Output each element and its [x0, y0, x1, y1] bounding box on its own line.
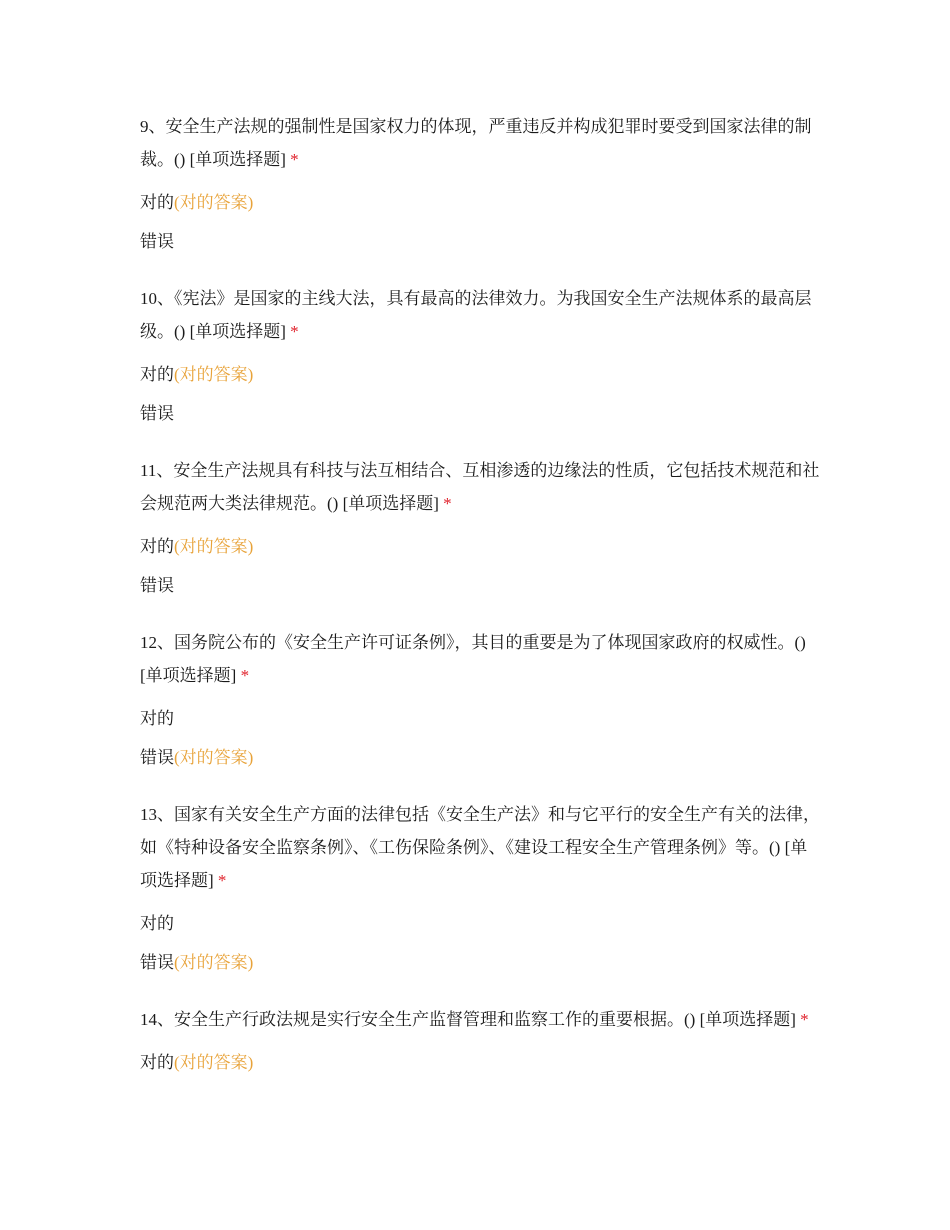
- correct-answer-note: (对的答案): [174, 193, 254, 212]
- required-mark: *: [443, 494, 452, 513]
- correct-answer-note: (对的答案): [174, 1053, 254, 1072]
- question-text: 11、安全生产法规具有科技与法互相结合、互相渗透的边缘法的性质，它包括技术规范和社会规范两大类法律规范。() [单项选择题] *: [140, 461, 820, 513]
- question-12: [140, 626, 820, 770]
- option-true[interactable]: 对的(对的答案): [140, 1053, 254, 1072]
- option-true[interactable]: 对的(对的答案): [140, 365, 254, 384]
- option-false[interactable]: 错误(对的答案): [140, 953, 254, 972]
- required-mark: *: [290, 322, 299, 341]
- option-true[interactable]: 对的(对的答案): [140, 537, 254, 556]
- option-false[interactable]: 错误(对的答案): [140, 748, 254, 767]
- question-13: [140, 798, 820, 975]
- question-11: [140, 454, 820, 598]
- question-text: 12、国务院公布的《安全生产许可证条例》，其目的重要是为了体现国家政府的权威性。() [单项选择题] *: [140, 633, 806, 685]
- question-list: [140, 110, 820, 1075]
- question-text: 13、国家有关安全生产方面的法律包括《安全生产法》和与它平行的安全生产有关的法律，如《特种设备安全监察条例》、《工伤保险条例》、《建设工程安全生产管理条例》等。() [单项选择题] *: [140, 805, 820, 890]
- question-14: [140, 1003, 820, 1075]
- question-10: [140, 282, 820, 426]
- required-mark: *: [240, 666, 250, 685]
- correct-answer-note: (对的答案): [174, 748, 254, 767]
- required-mark: *: [290, 150, 299, 169]
- question-text: 10、《宪法》是国家的主线大法，具有最高的法律效力。为我国安全生产法规体系的最高层级。() [单项选择题] *: [140, 289, 812, 341]
- option-false[interactable]: 错误: [140, 404, 174, 423]
- option-true[interactable]: 对的: [140, 709, 174, 728]
- option-false[interactable]: 错误: [140, 576, 174, 595]
- question-9: [140, 110, 820, 254]
- question-text: 14、安全生产行政法规是实行安全生产监督管理和监察工作的重要根据。() [单项选择题] *: [140, 1010, 809, 1029]
- question-text: 9、安全生产法规的强制性是国家权力的体现，严重违反并构成犯罪时要受到国家法律的制裁。() [单项选择题] *: [140, 117, 812, 169]
- correct-answer-note: (对的答案): [174, 537, 254, 556]
- correct-answer-note: (对的答案): [174, 953, 254, 972]
- required-mark: *: [800, 1010, 809, 1029]
- option-true[interactable]: 对的: [140, 914, 174, 933]
- correct-answer-note: (对的答案): [174, 365, 254, 384]
- option-false[interactable]: 错误: [140, 232, 174, 251]
- option-true[interactable]: 对的(对的答案): [140, 193, 254, 212]
- required-mark: *: [217, 871, 227, 890]
